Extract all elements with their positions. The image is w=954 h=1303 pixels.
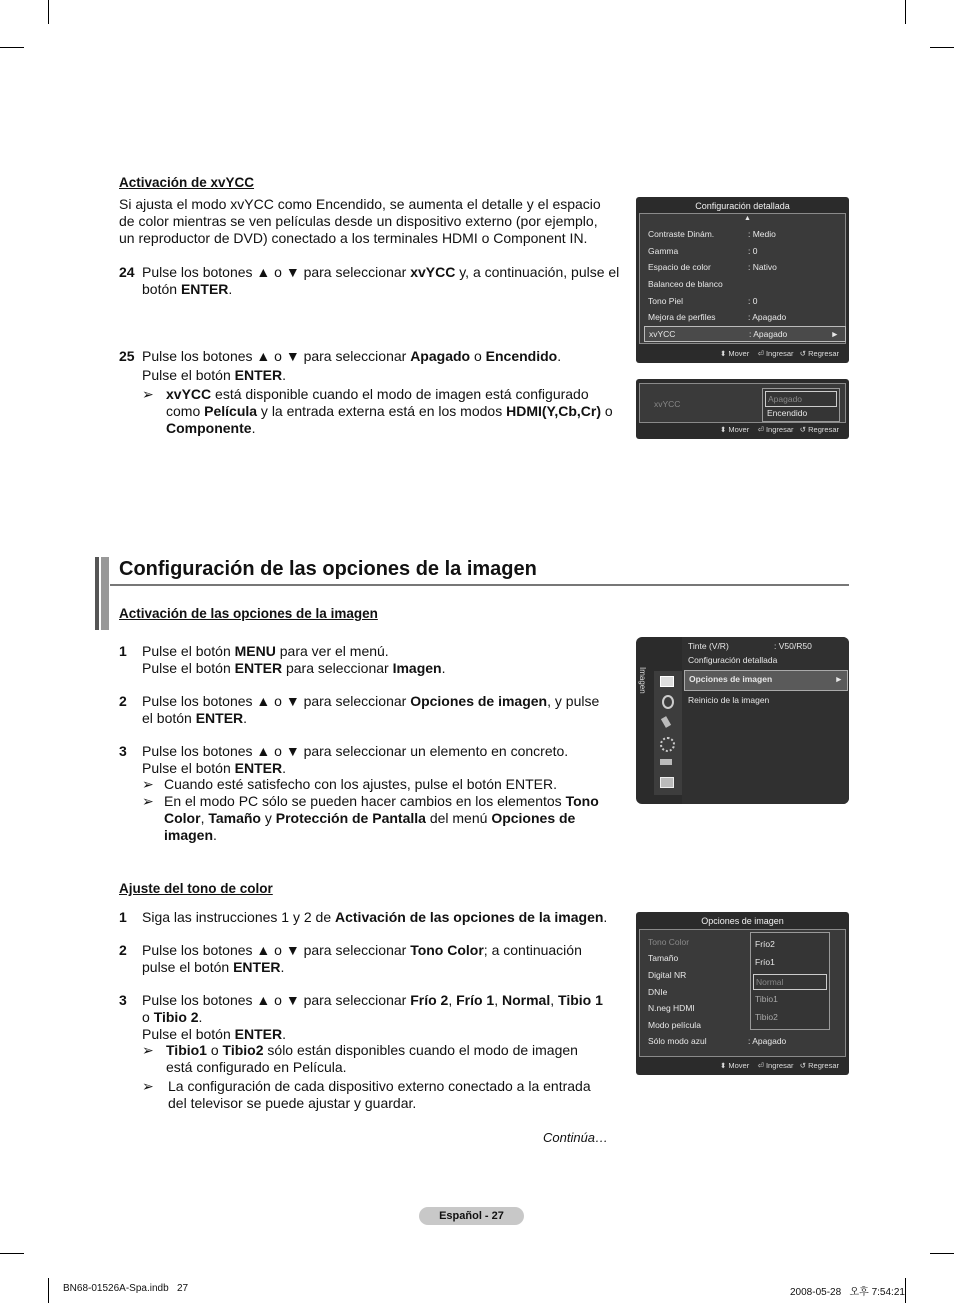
osd-list <box>639 213 846 344</box>
osd-title: Opciones de imagen <box>701 916 784 926</box>
note-xvycc: xvYCC está disponible cuando el modo de imagen está configurado como Película y la entrada externa está en los modos HDMI(Y,Cb,Cr) o Componente. <box>166 386 613 436</box>
step-number: 1 <box>119 909 127 925</box>
osd-row[interactable]: N.neg HDMI <box>648 1003 695 1013</box>
print-date: 2008-05-28 오후 7:54:21 <box>790 1287 905 1298</box>
note-enter: Cuando esté satisfecho con los ajustes, pulse el botón ENTER. <box>164 776 557 792</box>
osd-imagen-menu <box>636 637 849 804</box>
menu-item[interactable]: Tinte (V/R) : V50/R50 <box>688 641 812 651</box>
osd-title: Configuración detallada <box>695 201 790 211</box>
osd-list <box>639 929 846 1057</box>
osd-row[interactable]: Gamma : 0 <box>648 246 758 256</box>
section-subtitle: Activación de xvYCC <box>119 175 255 190</box>
scroll-up-icon: ▲ <box>744 215 751 222</box>
osd-footer: ⬍ Mover ⏎ Ingresar ↺ Regresar <box>720 1061 839 1070</box>
note-arrow-icon: ➢ <box>142 1042 154 1058</box>
option-frio2[interactable]: Frío2 <box>755 939 775 949</box>
osd-row[interactable]: Balanceo de blanco <box>648 279 723 289</box>
osd-row[interactable]: Tono Color <box>648 937 690 947</box>
continue-label: Continúa… <box>543 1130 609 1145</box>
input-icon[interactable] <box>660 759 672 765</box>
osd-row[interactable]: Digital NR <box>648 970 687 980</box>
step-number: 1 <box>119 643 127 659</box>
option-tibio1[interactable]: Tibio1 <box>755 994 778 1004</box>
osd-row[interactable]: Tamaño <box>648 953 679 963</box>
gear-icon[interactable] <box>660 737 675 752</box>
crop-mark <box>48 0 49 24</box>
step-1: Siga las instrucciones 1 y 2 de Activación de las opciones de la imagen. <box>142 909 608 925</box>
osd-row[interactable]: Modo película <box>648 1020 701 1030</box>
osd-row[interactable]: Mejora de perfiles : Apagado <box>648 312 787 322</box>
intro-paragraph: Si ajusta el modo xvYCC como Encendido, se aumenta el detalle y el espacio de color mientras se ven películas desde un dispositivo externo (por ejemplo, un reproductor de DVD) conectado a los terminales HDMI o Component IN. <box>119 196 601 246</box>
channel-icon[interactable] <box>661 716 671 728</box>
osd-detailed-settings <box>636 197 849 363</box>
note-arrow-icon: ➢ <box>142 793 154 809</box>
icon-column <box>654 671 682 795</box>
osd-footer: ⬍ Mover ⏎ Ingresar ↺ Regresar <box>720 349 839 358</box>
crop-mark <box>930 1253 954 1254</box>
osd-xvycc-popup <box>636 379 849 439</box>
osd-footer: ⬍ Mover ⏎ Ingresar ↺ Regresar <box>720 425 839 434</box>
step-1: Pulse el botón MENU para ver el menú. Pulse el botón ENTER para seleccionar Imagen. <box>142 643 446 676</box>
crop-mark <box>905 0 906 24</box>
step-number: 24 <box>119 264 135 280</box>
crop-mark <box>905 1278 906 1303</box>
osd-row[interactable]: DNIe <box>648 987 668 997</box>
osd-row[interactable]: Tono Piel : 0 <box>648 296 758 306</box>
picture-icon[interactable] <box>660 676 674 687</box>
osd-row-selected[interactable]: xvYCC : Apagado ► <box>644 326 846 342</box>
step-2: Pulse los botones ▲ o ▼ para seleccionar Tono Color; a continuación pulse el botón ENTER. <box>142 942 582 975</box>
step-number: 3 <box>119 743 127 759</box>
crop-mark <box>0 47 24 48</box>
step-3: Pulse los botones ▲ o ▼ para seleccionar Frío 2, Frío 1, Normal, Tibio 1 o Tibio 2. Pulse el botón ENTER. <box>142 992 603 1042</box>
osd-list <box>639 383 846 423</box>
submenu-arrow-icon: ► <box>830 329 839 339</box>
menu-item-selected[interactable]: Opciones de imagen ► <box>684 670 848 691</box>
file-name: BN68-01526A-Spa.indb 27 <box>63 1283 189 1294</box>
title-bar-decoration <box>95 557 99 630</box>
section-title: Configuración de las opciones de la imagen <box>119 558 537 580</box>
osd-label: xvYCC <box>654 399 681 409</box>
side-label: Imagen <box>638 667 647 694</box>
section-subtitle: Ajuste del tono de color <box>119 881 273 896</box>
osd-row[interactable]: Sólo modo azul : Apagado <box>648 1036 787 1046</box>
option-encendido[interactable]: Encendido <box>767 408 808 418</box>
option-apagado[interactable]: Apagado <box>765 391 837 407</box>
menu-items <box>682 637 849 804</box>
osd-row[interactable]: Espacio de color : Nativo <box>648 262 777 272</box>
option-list <box>750 932 830 1030</box>
option-tibio2[interactable]: Tibio2 <box>755 1012 778 1022</box>
sound-icon[interactable] <box>662 695 674 709</box>
step-3: Pulse los botones ▲ o ▼ para seleccionar un elemento en concreto. Pulse el botón ENTER. <box>142 743 569 776</box>
section-subtitle: Activación de las opciones de la imagen <box>119 606 378 621</box>
note-arrow-icon: ➢ <box>142 776 154 792</box>
note-external-device: La configuración de cada dispositivo externo conectado a la entrada del televisor se puede ajustar y guardar. <box>168 1078 591 1111</box>
step-24: Pulse los botones ▲ o ▼ para seleccionar xvYCC y, a continuación, pulse el botón ENTER. <box>142 264 620 297</box>
title-bar-decoration <box>101 557 109 630</box>
osd-picture-options <box>636 912 849 1075</box>
menu-item[interactable]: Configuración detallada <box>688 655 778 665</box>
note-arrow-icon: ➢ <box>142 386 154 402</box>
step-number: 2 <box>119 942 127 958</box>
note-pc-mode: En el modo PC sólo se pueden hacer cambios en los elementos Tono Color, Tamaño y Protección de Pantalla del menú Opciones de imagen. <box>164 793 599 843</box>
option-frio1[interactable]: Frío1 <box>755 957 775 967</box>
step-number: 3 <box>119 992 127 1008</box>
option-normal[interactable]: Normal <box>753 974 827 990</box>
title-underline <box>110 584 849 586</box>
submenu-arrow-icon: ► <box>834 674 843 684</box>
application-icon[interactable] <box>660 777 674 788</box>
step-number: 25 <box>119 348 135 364</box>
note-arrow-icon: ➢ <box>142 1078 154 1094</box>
step-2: Pulse los botones ▲ o ▼ para seleccionar Opciones de imagen, y pulse el botón ENTER. <box>142 693 600 726</box>
step-25: Pulse los botones ▲ o ▼ para seleccionar Apagado o Encendido. Pulse el botón ENTER. <box>142 348 562 383</box>
crop-mark <box>48 1278 49 1303</box>
crop-mark <box>930 47 954 48</box>
note-tibio: Tibio1 o Tibio2 sólo están disponibles cuando el modo de imagen está configurado en Película. <box>166 1042 578 1075</box>
step-number: 2 <box>119 693 127 709</box>
menu-item[interactable]: Reinicio de la imagen <box>688 695 770 705</box>
crop-mark <box>0 1253 24 1254</box>
option-list <box>762 388 840 422</box>
osd-row[interactable]: Contraste Dinám. : Medio <box>648 229 776 239</box>
page-number-badge: Español - 27 <box>419 1207 524 1225</box>
